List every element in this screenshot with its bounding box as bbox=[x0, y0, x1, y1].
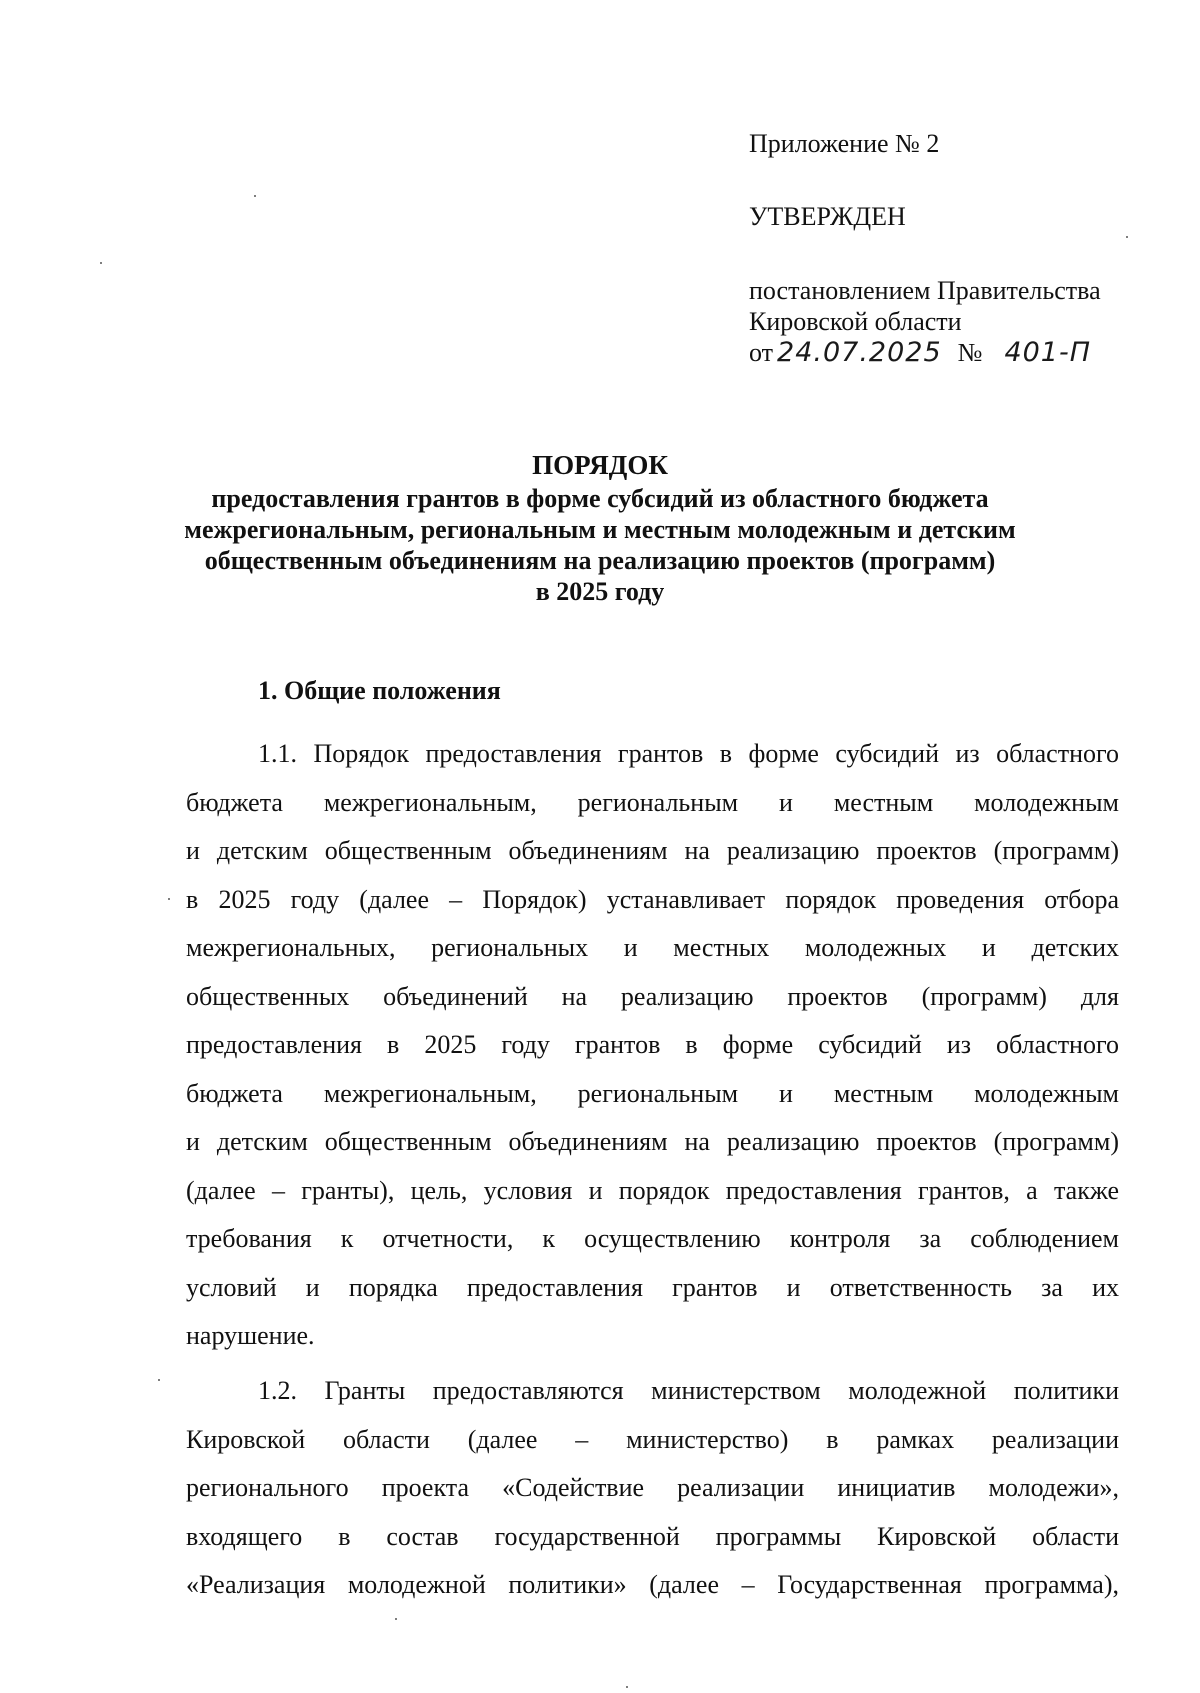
text-line: регионального проекта «Содействие реализации инициатив молодежи», bbox=[186, 1473, 1119, 1502]
text-line: нарушение. bbox=[186, 1321, 315, 1350]
appendix-label: Приложение № 2 bbox=[749, 129, 940, 158]
scan-speck bbox=[395, 1618, 397, 1620]
scan-speck bbox=[626, 1686, 628, 1688]
title-line: в 2025 году bbox=[535, 577, 665, 606]
text-line: входящего в состав государственной программы Кировской области bbox=[186, 1521, 1119, 1551]
text-line: общественных объединений на реализацию проектов (программ) для bbox=[186, 981, 1119, 1011]
scan-speck bbox=[254, 195, 256, 197]
document-title bbox=[180, 450, 1020, 607]
text-line: и детским общественным объединениям на реализацию проектов (программ) bbox=[186, 836, 1119, 865]
title-line: общественным объединениям на реализацию проектов (программ) bbox=[204, 546, 996, 575]
text-line: условий и порядка предоставления грантов и ответственность за их bbox=[186, 1272, 1119, 1302]
paragraph-1-1 bbox=[186, 730, 1119, 1361]
number-sign: № bbox=[957, 338, 983, 367]
text-line: 1.1. Порядок предоставления грантов в форме субсидий из областного bbox=[258, 739, 1119, 768]
text-line: «Реализация молодежной политики» (далее – Государственная программа), bbox=[186, 1570, 1119, 1599]
text-line: межрегиональных, региональных и местных молодежных и детских bbox=[186, 933, 1119, 962]
text-line: 1.2. Гранты предоставляются министерством молодежной политики bbox=[258, 1376, 1119, 1405]
decree-line-1: постановлением Правительства bbox=[749, 276, 1101, 305]
decree-date-line bbox=[749, 337, 1091, 368]
scan-speck bbox=[168, 898, 170, 900]
section-heading: 1. Общие положения bbox=[258, 676, 501, 705]
text-line: в 2025 году (далее – Порядок) устанавливает порядок проведения отбора bbox=[186, 884, 1119, 914]
handwritten-date: 24.07.2025 bbox=[777, 337, 942, 368]
decree-line-2: Кировской области bbox=[749, 307, 962, 336]
scan-speck bbox=[158, 1379, 160, 1381]
title-line: межрегиональным, региональным и местным молодежным и детским bbox=[184, 515, 1016, 544]
title-main: ПОРЯДОК bbox=[532, 450, 668, 480]
text-line: и детским общественным объединениям на реализацию проектов (программ) bbox=[186, 1127, 1119, 1156]
scan-speck bbox=[100, 262, 102, 264]
scan-speck bbox=[1126, 236, 1128, 238]
text-line: бюджета межрегиональным, региональным и местным молодежным bbox=[186, 787, 1119, 817]
text-line: требования к отчетности, к осуществлению контроля за соблюдением bbox=[186, 1224, 1119, 1253]
text-line: предоставления в 2025 году грантов в форме субсидий из областного bbox=[186, 1030, 1119, 1059]
approved-label: УТВЕРЖДЕН bbox=[749, 202, 906, 231]
date-prefix: от bbox=[749, 338, 774, 367]
handwritten-number: 401-П bbox=[1004, 337, 1092, 368]
paragraph-1-2 bbox=[186, 1367, 1119, 1610]
text-line: (далее – гранты), цель, условия и порядок предоставления грантов, а также bbox=[186, 1175, 1119, 1205]
text-line: Кировской области (далее – министерство) в рамках реализации bbox=[186, 1424, 1119, 1454]
title-line: предоставления грантов в форме субсидий из областного бюджета bbox=[211, 484, 989, 513]
text-line: бюджета межрегиональным, региональным и местным молодежным bbox=[186, 1078, 1119, 1108]
